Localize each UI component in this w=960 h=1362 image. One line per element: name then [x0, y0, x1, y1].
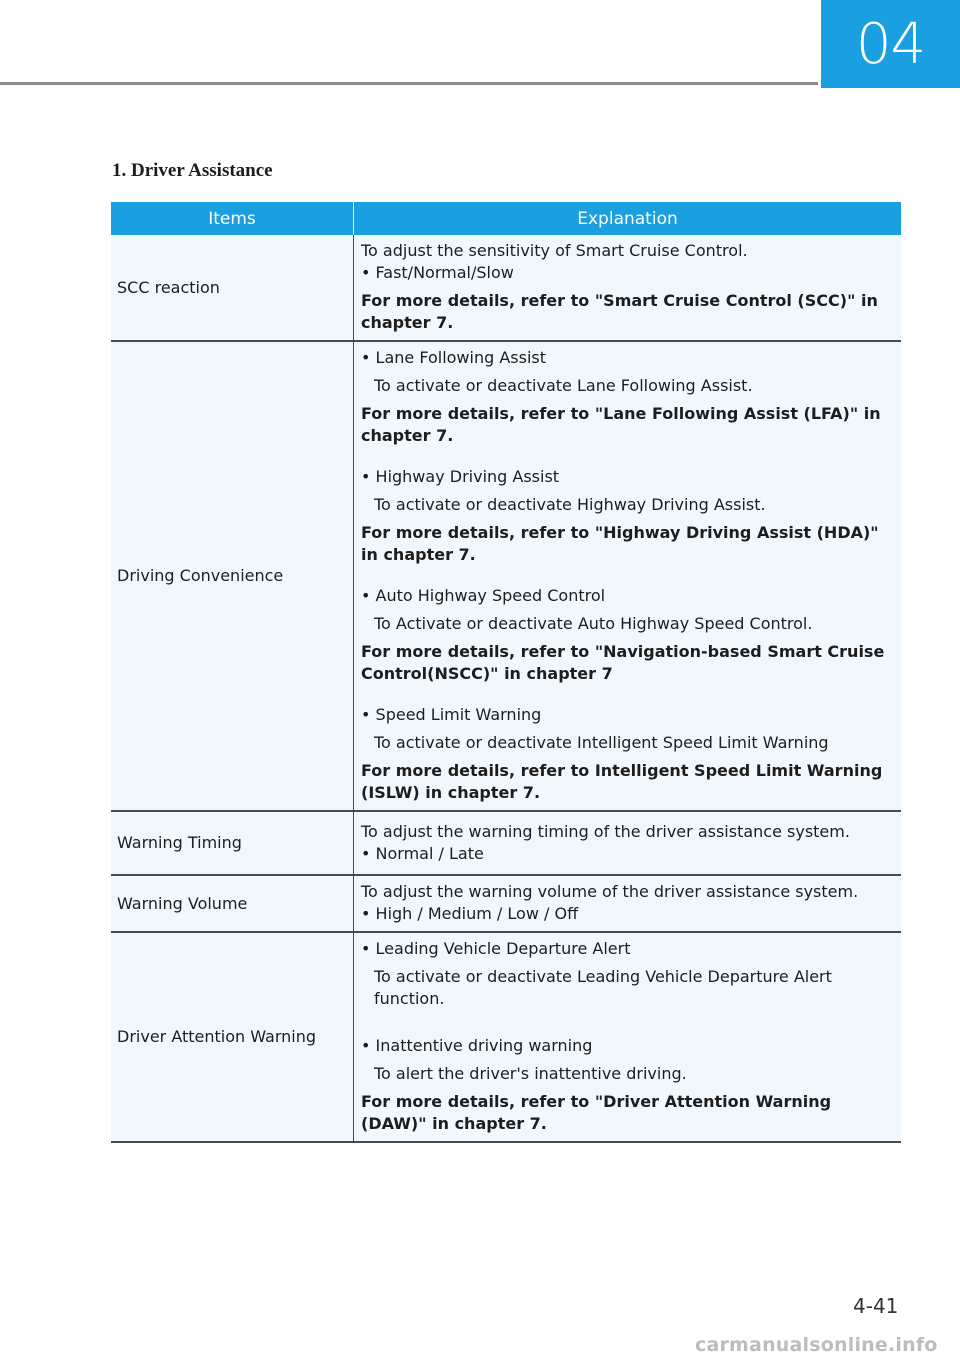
table-row: [111, 932, 901, 1142]
feature-title: • Inattentive driving warning: [361, 1035, 895, 1057]
settings-table: [111, 202, 901, 1143]
column-header-explanation: Explanation: [354, 202, 902, 235]
table-row: [111, 811, 901, 875]
feature-title: • Speed Limit Warning: [361, 704, 895, 726]
feature-title: • Auto Highway Speed Control: [361, 585, 895, 607]
section-title: 1. Driver Assistance: [112, 160, 273, 181]
feature-title: • Highway Driving Assist: [361, 466, 895, 488]
item-cell: Driver Attention Warning: [111, 932, 354, 1142]
item-cell: SCC reaction: [111, 235, 354, 341]
item-cell: Warning Volume: [111, 875, 354, 932]
page-number: 4-41: [853, 1294, 899, 1318]
feature-description: To alert the driver's inattentive driving.: [374, 1064, 687, 1083]
explanation-cell: [354, 811, 902, 875]
chapter-number: 04: [855, 11, 926, 77]
feature-description: To activate or deactivate Leading Vehicle Departure Alert function.: [374, 967, 832, 1008]
explanation-text: To adjust the sensitivity of Smart Cruise Control.: [361, 241, 748, 260]
option-list: • High / Medium / Low / Off: [361, 903, 895, 925]
feature-title: • Lane Following Assist: [361, 347, 895, 369]
option-list: • Normal / Late: [361, 843, 895, 865]
reference-text: For more details, refer to "Highway Driving Assist (HDA)" in chapter 7.: [361, 523, 879, 564]
reference-text: For more details, refer to Intelligent Speed Limit Warning (ISLW) in chapter 7.: [361, 761, 883, 802]
explanation-cell: [354, 341, 902, 811]
explanation-cell: [354, 932, 902, 1142]
reference-text: For more details, refer to "Lane Following Assist (LFA)" in chapter 7.: [361, 404, 881, 445]
header-rule: [0, 82, 818, 85]
feature-title: • Leading Vehicle Departure Alert: [361, 938, 895, 960]
explanation-cell: [354, 875, 902, 932]
explanation-text: To adjust the warning volume of the driver assistance system.: [361, 882, 859, 901]
explanation-text: To adjust the warning timing of the driver assistance system.: [361, 821, 850, 841]
table-row: [111, 875, 901, 932]
item-cell: Warning Timing: [111, 811, 354, 875]
explanation-cell: [354, 235, 902, 341]
option-list: • Fast/Normal/Slow: [361, 262, 895, 284]
chapter-tab: [821, 0, 960, 88]
watermark-text: carmanualsonline.info: [695, 1334, 938, 1356]
feature-description: To Activate or deactivate Auto Highway Speed Control.: [374, 614, 813, 633]
table-row: [111, 341, 901, 811]
item-cell: Driving Convenience: [111, 341, 354, 811]
feature-description: To activate or deactivate Lane Following Assist.: [374, 376, 753, 395]
feature-description: To activate or deactivate Highway Driving Assist.: [374, 495, 766, 514]
table-row: [111, 235, 901, 341]
table-header-row: [111, 202, 901, 235]
reference-text: For more details, refer to "Navigation-based Smart Cruise Control(NSCC)" in chapter 7: [361, 642, 885, 683]
column-header-items: Items: [111, 202, 354, 235]
reference-text: For more details, refer to "Driver Attention Warning (DAW)" in chapter 7.: [361, 1092, 832, 1133]
reference-text: For more details, refer to "Smart Cruise Control (SCC)" in chapter 7.: [361, 291, 878, 332]
feature-description: To activate or deactivate Intelligent Speed Limit Warning: [374, 733, 829, 752]
